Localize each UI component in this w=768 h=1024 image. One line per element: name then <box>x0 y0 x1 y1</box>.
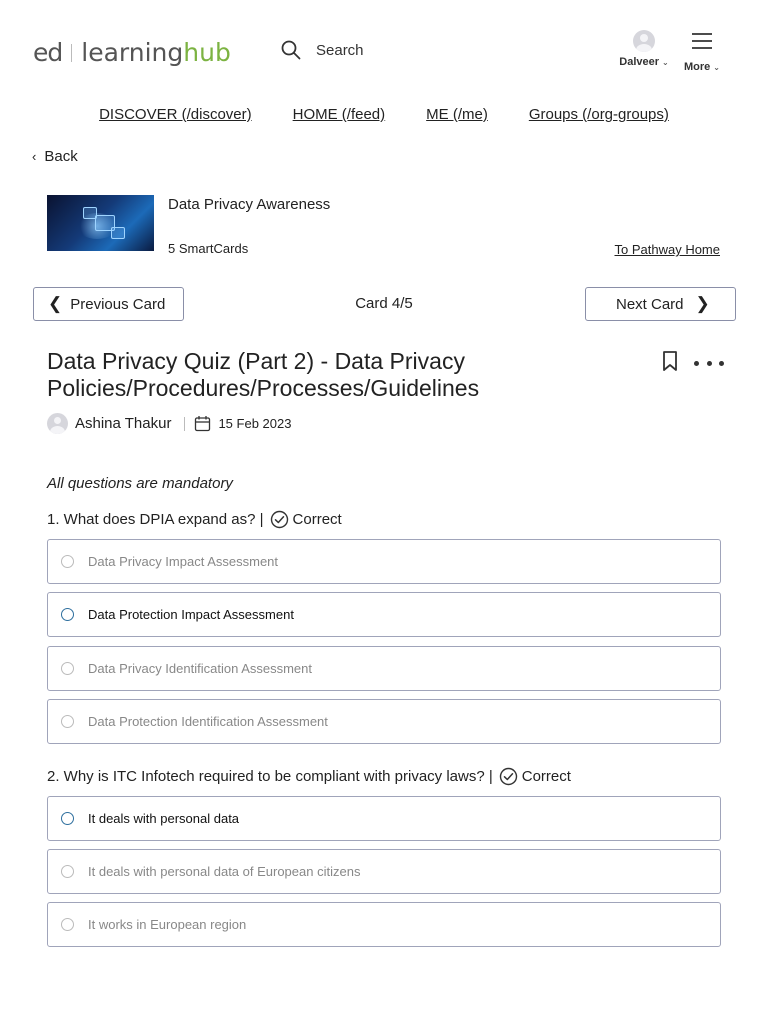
check-circle-icon <box>499 767 518 786</box>
logo-learning-text: learning <box>81 38 184 67</box>
mandatory-note: All questions are mandatory <box>47 475 233 492</box>
calendar-icon <box>194 415 211 432</box>
radio-button[interactable] <box>61 918 74 931</box>
pathway-title: Data Privacy Awareness <box>168 196 331 213</box>
question-1 <box>47 510 342 529</box>
answer-option[interactable] <box>47 539 721 584</box>
chevron-left-icon: ❮ <box>48 294 63 313</box>
question-2 <box>47 767 571 786</box>
radio-button[interactable] <box>61 555 74 568</box>
hamburger-menu-icon <box>691 30 713 52</box>
next-card-button[interactable] <box>585 287 736 321</box>
dot <box>707 361 712 366</box>
pathway-thumbnail <box>47 195 154 251</box>
publish-date: 15 Feb 2023 <box>218 416 292 431</box>
search-icon <box>280 39 302 61</box>
option-label: Data Privacy Impact Assessment <box>88 554 279 569</box>
smartcards-count: 5 SmartCards <box>168 241 249 256</box>
search-placeholder: Search <box>316 41 364 59</box>
chevron-down-icon: ⌄ <box>662 58 669 67</box>
more-label-row <box>680 61 724 73</box>
radio-button[interactable] <box>61 662 74 675</box>
main-nav <box>0 106 768 123</box>
nav-discover[interactable]: DISCOVER (/discover) <box>99 106 252 123</box>
logo-hub-text: hub <box>183 38 231 67</box>
more-menu[interactable] <box>680 30 724 73</box>
previous-card-label: Previous Card <box>70 295 166 313</box>
option-label: It deals with personal data <box>88 811 240 826</box>
dot <box>694 361 699 366</box>
question-status: Correct <box>521 768 571 785</box>
answer-option[interactable] <box>47 902 721 947</box>
app-header <box>0 0 768 96</box>
more-options-icon[interactable] <box>694 354 724 372</box>
option-label: It deals with personal data of European citizens <box>88 864 361 879</box>
more-label: More <box>684 61 711 73</box>
dot <box>719 361 724 366</box>
card-title: Data Privacy Quiz (Part 2) - Data Privacy Policies/Procedures/Processes/Guidelines <box>47 348 480 401</box>
logo-ed-text: ed <box>33 38 63 67</box>
pathway-home-link[interactable]: To Pathway Home <box>614 242 720 257</box>
author-name[interactable]: Ashina Thakur <box>75 415 172 432</box>
bookmark-icon[interactable] <box>660 350 680 372</box>
chevron-right-icon: ❯ <box>695 294 710 313</box>
radio-button[interactable] <box>61 865 74 878</box>
option-label: Data Protection Identification Assessment <box>88 714 328 729</box>
answer-option[interactable] <box>47 699 721 744</box>
back-label: Back <box>44 148 78 165</box>
answer-option[interactable] <box>47 796 721 841</box>
author-row <box>47 413 291 434</box>
author-avatar-icon[interactable] <box>47 413 68 434</box>
chevron-left-icon: ‹ <box>32 149 37 164</box>
search-box[interactable] <box>280 39 364 61</box>
logo-divider <box>71 44 72 62</box>
option-label: It works in European region <box>88 917 247 932</box>
card-counter: Card 4/5 <box>355 295 413 312</box>
chevron-down-icon: ⌄ <box>713 63 720 72</box>
user-avatar-icon <box>633 30 655 52</box>
nav-home[interactable]: HOME (/feed) <box>292 106 386 123</box>
question-text: 2. Why is ITC Infotech required to be compliant with privacy laws? | <box>47 768 493 785</box>
next-card-label: Next Card <box>616 295 684 313</box>
author-divider <box>184 417 185 431</box>
check-circle-icon <box>270 510 289 529</box>
back-link[interactable] <box>32 148 78 165</box>
user-menu[interactable] <box>616 30 672 68</box>
option-label: Data Protection Impact Assessment <box>88 607 294 622</box>
answer-option[interactable] <box>47 592 721 637</box>
thumbnail-square <box>111 227 125 239</box>
question-status: Correct <box>292 511 342 528</box>
radio-button-selected[interactable] <box>61 608 74 621</box>
answer-option[interactable] <box>47 849 721 894</box>
user-menu-label-row <box>616 56 672 68</box>
user-name: Dalveer <box>619 56 660 68</box>
answer-option[interactable] <box>47 646 721 691</box>
radio-button[interactable] <box>61 715 74 728</box>
nav-groups[interactable]: Groups (/org-groups) <box>528 106 669 123</box>
option-label: Data Privacy Identification Assessment <box>88 661 312 676</box>
question-text: 1. What does DPIA expand as? | <box>47 511 264 528</box>
nav-me[interactable]: ME (/me) <box>426 106 488 123</box>
radio-button-selected[interactable] <box>61 812 74 825</box>
edcast-logo[interactable] <box>33 38 231 67</box>
